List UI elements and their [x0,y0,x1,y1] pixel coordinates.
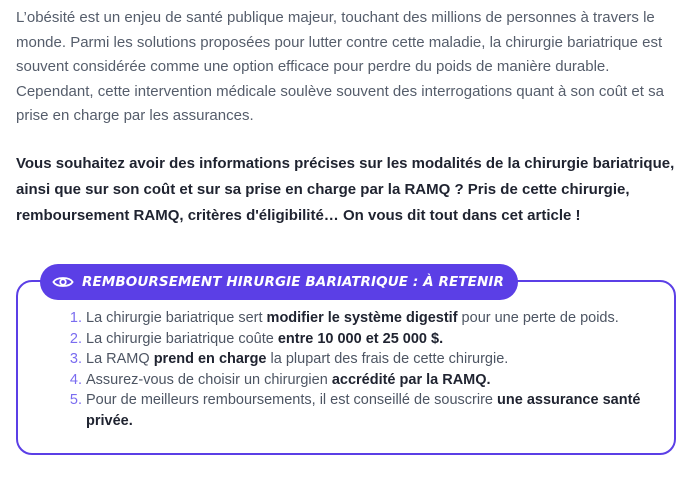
lead-paragraph: Vous souhaitez avoir des informations précises sur les modalités de la chirurgie bariatrique, ainsi que sur son coût et sur sa prise en charge par la RAMQ ? Pris de cette chirurgie, remboursement RAMQ, critères d'éligibilité… On vous dit tout dans cet article ! [16,155,675,224]
takeaways-list [40,308,686,431]
highlight-text: entre 10 000 et 25 000 $. [277,330,444,347]
highlight-text: modifier le système digestif [266,310,458,326]
highlight-text: accrédité par la RAMQ. [331,371,491,388]
list-item: 5. Pour de meilleurs remboursements, il est conseillé de souscrire une assurance santé privée. [86,390,686,431]
highlight-text: une assurance santé privée. [86,392,641,429]
intro-paragraph: L’obésité est un enjeu de santé publique majeur, touchant des millions de personnes à travers le monde. Parmi les solutions proposées pour lutter contre cette maladie, la chirurgie bariatrique est souvent considérée comme une option efficace pour perdre du poids de manière durable. Cependant, cette intervention médicale soulève souvent des interrogations quant à son coût et sa prise en charge par les assurances. [16,9,664,124]
eye-icon [52,274,74,290]
highlight-text: prend en charge [153,351,267,367]
list-item: 1. La chirurgie bariatrique sert modifier le système digestif pour une perte de poids. [86,308,686,329]
list-item: 4. Assurez-vous de choisir un chirurgien accrédité par la RAMQ. [86,370,686,391]
list-item: 3. La RAMQ prend en charge la plupart des frais de cette chirurgie. [86,349,686,370]
summary-box-title: REMBOURSEMENT HIRURGIE BARIATRIQUE : À RETENIR [82,274,504,290]
summary-box-header [40,264,518,300]
list-item: 2. La chirurgie bariatrique coûte entre 10 000 et 25 000 $. [86,329,686,350]
